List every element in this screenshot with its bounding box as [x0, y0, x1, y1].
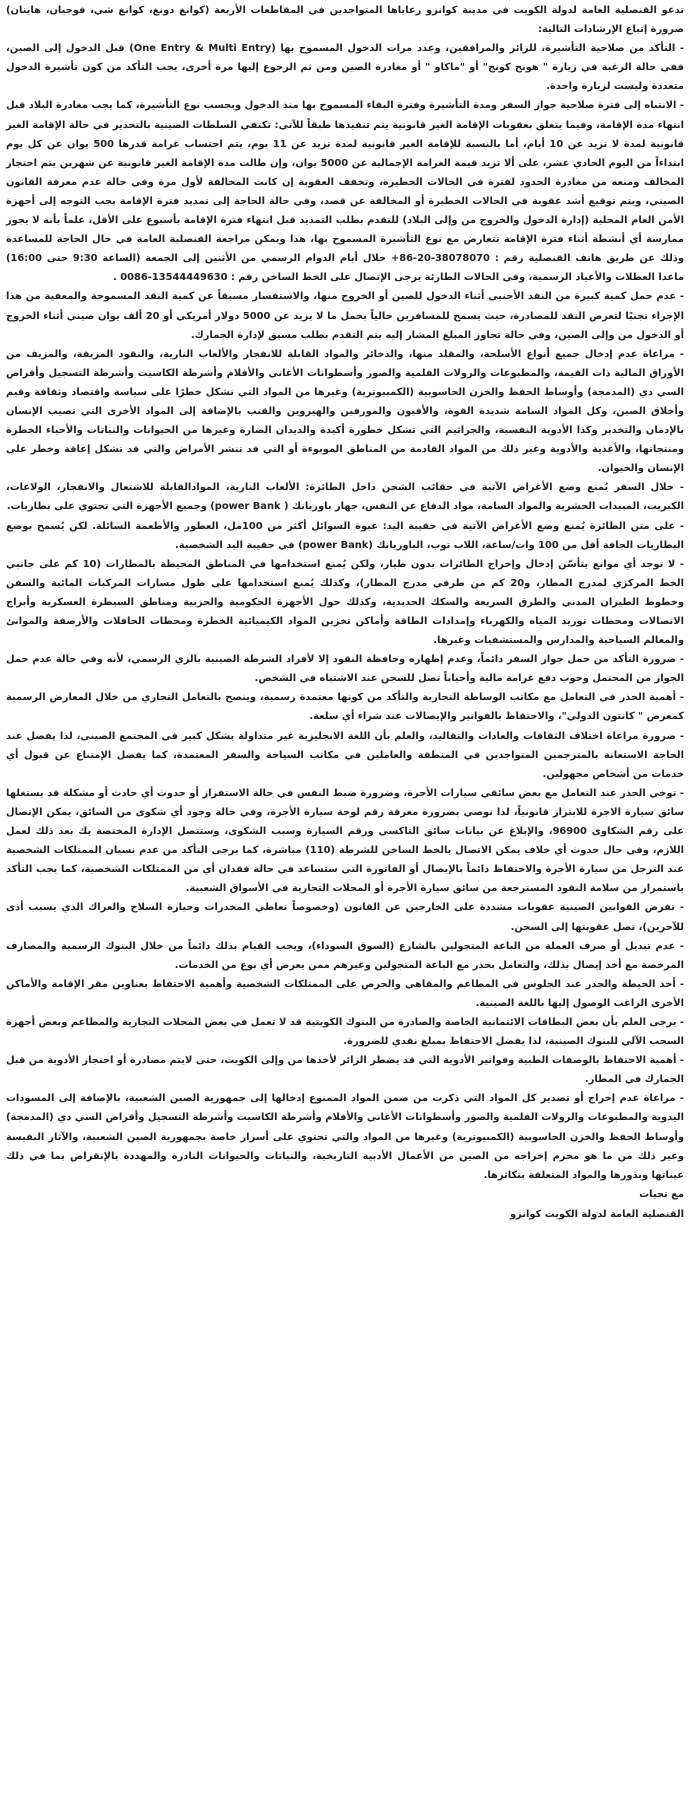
guidelines-list [6, 39, 684, 1185]
guideline-strict-laws: - تفرض القوانين الصينية عقوبات مشددة على الخارجين عن القانون (وخصوصاً تعاطي المخدرات وحيازة السلاح والعراك الذي يسبب أذى للآخرين)، تصل عقوبتها إلى السجن. [6, 902, 684, 933]
guideline-prohibited-imports: - مراعاة عدم إدخال جميع أنواع الأسلحة، والمقلد منها، والذخائر والمواد القابلة للانفجار والألعاب النارية، والنقود المزيفة، والمزيف من الأوراق المالية ذات القيمة، والمطبوعات والرولات الفلمية والصور وأسطوانات الأغاني والأفلام وأشرطة الكاسيت وأشرطة التسجيل وأقراص السي دي (المدمجة) وأوساط الحفظ والخزن الحاسوبية (الكمبيوترية) وغيرها من المواد التي تشكل خطرًا على سياسة واقتصاد وثقافة وقيم وأخلاق الصين، وكل المواد السامة شديدة القوة، والأفيون والمورفين والهيروين والقنب بالإضافة إلى المواد الأخرى التي تصيب الإنسان بالإدمان والتخدير وكذا الأدوية النفسية، والجراثيم التي تشكل خطورة أكيدة والديدان الضارة وغيرها من الحيوانات والنباتات والأحياء الخطرة ومنتجاتها، والأغذية والأدوية وغير ذلك من المواد القادمة من المناطق الموبوءة أو التي قد تنشر الأمراض والتي قد تشكل إعاقة وخطر على الإنسان والحيوان. [6, 348, 684, 475]
guideline-prohibited-exports: - مراعاة عدم إخراج أو تصدير كل المواد التي ذكرت من ضمن المواد الممنوع إدخالها إلى جمهورية الصين الشعبية، بالإضافة إلى المسودات اليدوية والمطبوعات والرولات الفلمية والصور وأسطوانات الأغاني والأفلام وأشرطة الكاسيت وأشرطة التسجيل وأقراص السي دي (المدمجة) وأوساط الحفظ والخزن الحاسوبية (الكمبيوترية) وغيرها من المواد والتي تحتوي على أسرار خاصة بجمهورية الصين الشعبية، والآثار النفيسة وغير ذلك من ما هو محرم إخراجه من الصين من الأعمال الأدبية التاريخية، والنباتات والحيوانات النادرة والمهددة بالإنقراض بما في ذلك عيناتها وبذورها والمواد المتعلقة بتكاثرها. [6, 1093, 684, 1181]
guideline-visa-validity: - التأكد من صلاحية التأشيرة، للزائر والمرافقين، وعدد مرات الدخول المسموح بها (One Entry & Multi Entry) قبل الدخول إلى الصين، ففي حالة الرغبة في زيارة " هونج كونج" أو "ماكاو " أو مغادرة الصين ومن ثم الرجوع إليها مرة أخرى، يجب التأكد من كون تأشيرة الدخول متعددة وليست لزيارة واحدة. [6, 43, 684, 93]
intro-paragraph: تدعو القنصلية العامة لدولة الكويت في مدينة كوانزو رعاياها المتواجدين في المقاطعات الأربعة (كوانغ دونغ، كوانغ شي، فوجيان، هاينان) ضرورة إتباع الإرشادات التالية: [6, 5, 684, 36]
guideline-passport-residency: - الانتباه إلى فترة صلاحية جواز السفر ومدة التأشيرة وفترة البقاء المسموح بها منذ الدخول وبحسب نوع التأشيرة، كما يجب مغادرة البلاد قبل انتهاء مدة الإقامة، وفيما يتعلق بعقوبات الإقامة الغير قانونية يتم تنفيذها طبقاً للآتي: تكتفي السلطات الصينية بالتحذير في حالة الإقامة الغير قانونية لمدة لا تزيد عن 10 أيام، أما بالنسبة للإقامة الغير قانونية لمدة تزيد عن 11 يوم، يتم احتساب غرامة قدرها 500 يوان عن كل يوم ابتداءاً من اليوم الحادي عشر، على ألا تزيد قيمة الغرامة الإجمالية عن 5000 يوان، وإن طالت مدة الإقامة الغير قانونية عن شهرين يتم احتجاز المخالف ومنعه من مغادرة الحدود لفترة في الحالات الخطيرة، وتخفف العقوبة إن كانت المخالفة لأول مرة وفي حالة عدم معرفة القانون الصيني، ويتم توقيع أشد عقوبة في الحالات الخطيرة أو المخالفة عن قصد، وفي حالة الحاجة إلى تمديد فترة الإقامة يجب التوجه إلى أجهزة الأمن العام المحلية (إدارة الدخول والخروج من وإلى البلاد) للتقدم بطلب التمديد قبل انتهاء فترة الإقامة بأسبوع على الأقل، علماً بأنه لا يجوز ممارسة أي أنشطة أثناء فترة الإقامة تتعارض مع نوع التأشيرة المسموح بها، هذا ويمكن مراجعة القنصلية العامة في حال الحاجة للمساعدة وذلك عن طريق هاتف القنصلية رقم : 38078070-20-86+ خلال أيام الدوام الرسمي من الأثنين إلى الجمعة (الساعة 9:30 حتى 16:00) ماعدا العطلات والأعياد الرسمية، وفي الحالات الطارئة يرجى الإتصال على الخط الساخن رقم : 13544449630-0086 . [6, 100, 685, 284]
guideline-credit-cards: - يرجى العلم بأن بعض البطاقات الائتمانية الخاصة والصادرة من البنوك الكويتية قد لا تعمل في بعض المحلات التجارية والمطاعم وبعض أجهزة السحب الآلي للبنوك الصينية، لذا يفضل الاحتفاظ بمبلغ نقدي للضرورة. [6, 1016, 684, 1048]
guideline-checked-baggage: - خلال السفر يُمنع وضع الأغراض الآتية في حقائب الشحن داخل الطائرة: الألعاب النارية، الموادالقابلة للاشتعال والانفجار، الولاعات، الكبريت، المبيدات الحشرية والمواد السامة، مواد الدفاع عن النفس، جهاز باوربانك ( power Bank) وجميع الأجهزة التي تحتوي على بطاريات. [6, 482, 684, 513]
guideline-restaurants-caution: - أخذ الحيطة والحذر عند الجلوس في المطاعم والمقاهي والحرص على الممتلكات الشخصية وأهمية الاحتفاظ بعناوين مقر الإقامة والأماكن الأخرى الراغب الوصول إليها باللغة الصينية. [6, 978, 684, 1009]
guideline-taxi-drivers: - توخي الحذر عند التعامل مع بعض سائقي سيارات الأجرة، وضرورة ضبط النفس في حالة الاستفزاز أو حدوث أي حادث أو مشكلة قد يستغلها سائق سيارة الاجرة للابتزاز قانونياً، لذا نوصي بضرورة معرفة رقم لوحة سيارة الأجرة، وفي حالة وجود أي شكوى من السائق، يمكن الإتصال على رقم الشكاوى 96900، والإبلاغ عن بيانات سائق التاكسي ورقم السيارة وسبب الشكوى، وستتصل الإدارة المختصة بك بعد ذلك لعمل اللازم، وفي حال حدوث أي خلاف يمكن الاتصال بالخط الساخن للشرطة (110) مباشرة، كما يرجى التأكد من عدم نسيان الممتلكات الشخصية عند الترجل من سيارة الأجرة والاحتفاظ دائماً بالإيصال أو الفاتورة التي ستساعد في حالة فقدان أي من الممتلكات الشخصية، كما يجب التأكد باستمرار من سلامة النقود المسترجعة من سائق سيارة الأجرة أو المحلات التجارية في الأسواق الشعبية. [6, 787, 684, 895]
guideline-drones: - لا توجد أي موانع يتأسّن إدخال وإخراج الطائرات بدون طيار، ولكن يُمنع استخدامها في المناطق المحيطة بالمطارات (10 كم على جانبي الخط المركزي لمدرج المطار، و20 كم من طرفي مدرج المطار)، وكذلك يُمنع استخدامها على طول مسارات المركبات المائية والسفن وخطوط الطيران المدني والطرق السريعة والسكك الحديدية، وكذلك حول الأجهزة الحكومية والحزبية ومناطق السيطرة العسكرية وأبراج الاتصالات ومحطات توريد المياه والكهرباء وإمدادات الطاقة وأماكن تخزين المواد الكيميائية الخطرة ومحطات الحافلات والأرصفة والموانئ والمعالم السياحية والمدارس والمستشفيات وغيرها. [6, 558, 685, 647]
guideline-culture-language: - ضرورة مراعاة اختلاف الثقافات والعادات والتقاليد، والعلم بأن اللغة الانجليزية غير متداولة بشكل كبير في المجتمع الصيني، لذا يفضل عند الحاجة الاستعانة بالمترجمين المتواجدين في المنطقة والعاملين في مكاتب السياحة والسفر المعتمدة، كما يفضل الإمتناع عن قبول أي خدمات من أشخاص مجهولين. [6, 730, 684, 780]
consulate-signature: القنصلية العامة لدولة الكويت كوانزو [510, 1208, 684, 1220]
signoff-text: مع تحيات [639, 1188, 684, 1200]
guideline-hand-luggage: - على متن الطائرة يُمنع وضع الأغراض الآتية في حقيبة اليد: عبوة السوائل أكثر من 100مل، العطور والأطعمة السائلة. لكن يُسمح بوضع البطاريات الجافة أقل من 100 وات/ساعة، اللاب توب، الباوربانك (power Bank) في حقيبة اليد الشخصية. [6, 520, 684, 551]
guideline-trade-agencies: - أهمية الحذر في التعامل مع مكاتب الوساطة التجارية والتأكد من كونها معتمدة رسمية، وينصح بالتعامل التجاري من خلال المعارض الرسمية كمعرض " كانتون الدولي"، والاحتفاظ بالفواتير والإيصالات عند شراء أي سلعة. [6, 692, 684, 723]
guideline-carry-passport: - ضرورة التأكد من حمل جواز السفر دائماً، وعدم إظهاره وحافظة النقود إلا لأفراد الشرطة الصينية بالزي الرسمي، لأنه وفي حالة عدم حمل الجواز من المحتمل وجوب دفع غرامة مالية وأحياناً تصل للسجن عند الاشتباه في الشخص. [6, 654, 684, 685]
guideline-cash-limits: - عدم حمل كمية كبيرة من النقد الأجنبي أثناء الدخول للصين أو الخروج منها، والاستفسار مسبقاً عن كمية النقد المسموحة والمعفية من هذا الإجراء تجنبًا لتعرض النقد للمصادرة، حيث يسمح للمسافرين حالياً بحمل ما لا يزيد عن 5000 دولار أمريكي أو 20 ألف يوان صيني أثناء الخروج أو الدخول من وإلى الصين، وفي حالة تجاوز المبلغ المشار إليه يتم التقدم بطلب مسبق لإدارة الجمارك. [6, 291, 684, 341]
guideline-currency-exchange: - عدم تبديل أو صرف العملة من الباعة المتجولين بالشارع (السوق السوداء)، ويجب القيام بذلك دائماً من خلال البنوك الرسمية والمصارف المرخصة مع أخذ إيصال بذلك، والتعامل بحذر مع الباعة المتجولين وغيرهم ممن يعرض أي نوع من الخدمات. [6, 940, 684, 971]
guideline-medical-prescriptions: - أهمية الاحتفاظ بالوصفات الطبية وفواتير الأدوية التي قد يضطر الزائر لأخذها من وإلى الكويت، حتى لايتم مصادرة أو احتجاز الأدوية من قبل الجمارك في المطار. [6, 1055, 684, 1086]
